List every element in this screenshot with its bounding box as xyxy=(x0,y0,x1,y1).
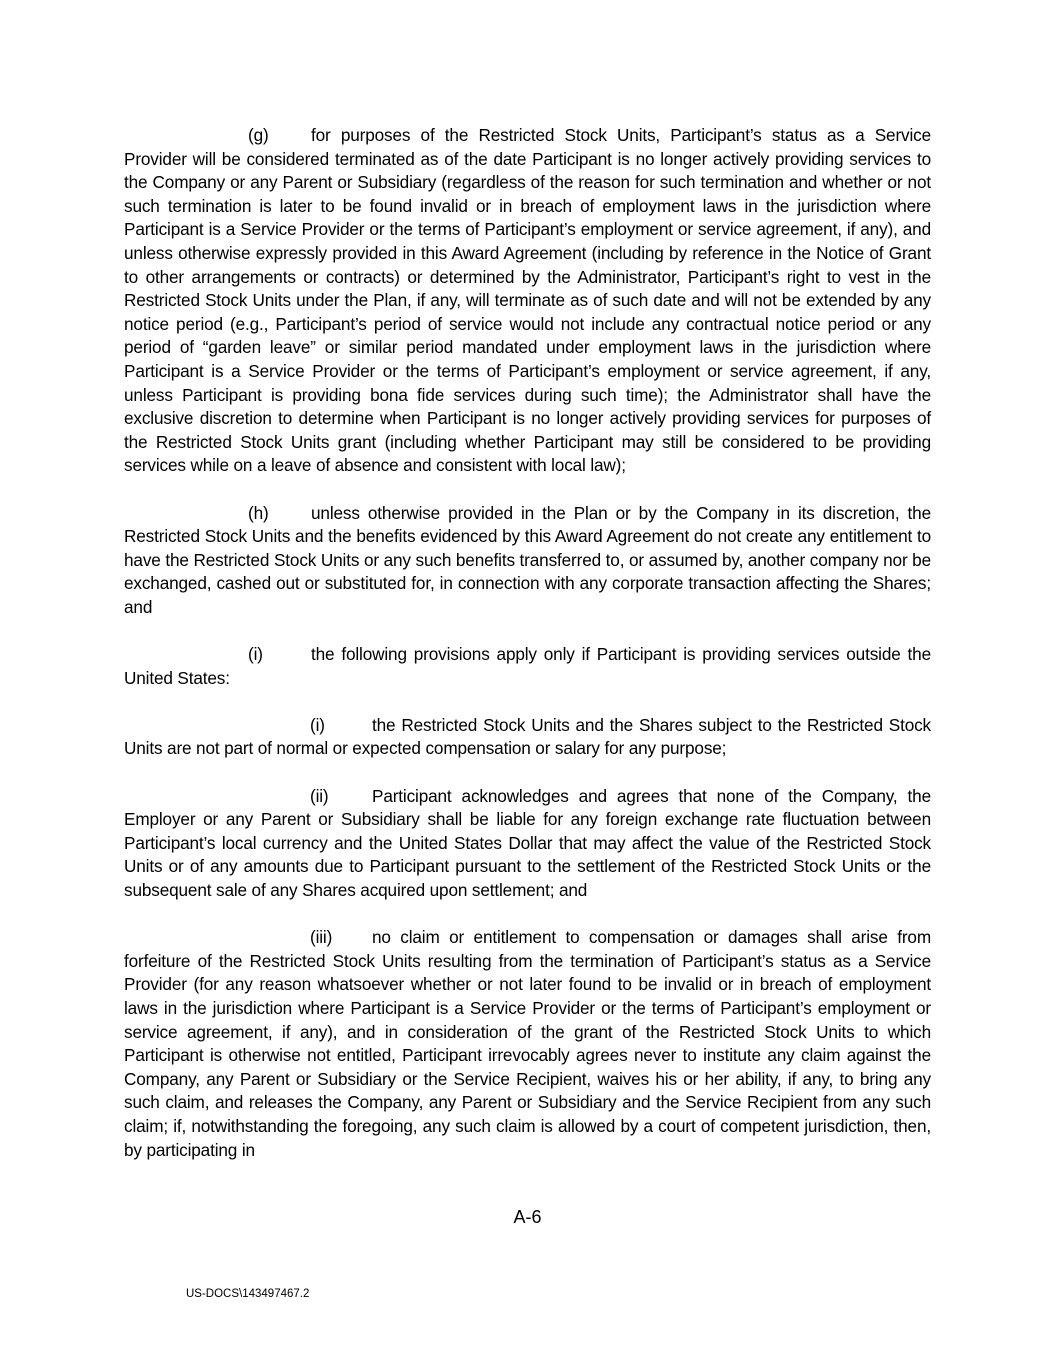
subparagraph-label: (ii) xyxy=(310,785,329,806)
subparagraph-label: (i) xyxy=(310,714,325,735)
subparagraph-label: (iii) xyxy=(310,927,333,948)
paragraph-label: (i) xyxy=(248,644,263,665)
subparagraph-text: no claim or entitlement to compensation or damages shall arise from forfeiture of the Restricted Stock Units resulting from the termination of Participant’s status as a Service Provider (for any reason whatsoever whether or not later found to be invalid or in breach of employment laws in the jurisdiction where Participant is a Service Provider or the terms of Participant’s employment or service agreement, if any), and in consideration of the grant of the Restricted Stock Units to which Participant is otherwise not entitled, Participant irrevocably agrees never to institute any claim against the Company, any Parent or Subsidiary or the Service Recipient, waives his or her ability, if any, to bring any such claim, and releases the Company, any Parent or Subsidiary and the Service Recipient from any such claim; if, notwithstanding the foregoing, any such claim is allowed by a court of competent jurisdiction, then, by participating in xyxy=(124,927,931,1160)
subparagraph-ii xyxy=(124,785,931,903)
subparagraph-text: Participant acknowledges and agrees that none of the Company, the Employer or any Parent or Subsidiary shall be liable for any foreign exchange rate fluctuation between Participant’s local currency and the United States Dollar that may affect the value of the Restricted Stock Units or of any amounts due to Participant pursuant to the settlement of the Restricted Stock Units or the subsequent sale of any Shares acquired upon settlement; and xyxy=(124,785,931,900)
paragraph-g xyxy=(124,124,931,478)
document-id: US-DOCS\143497467.2 xyxy=(186,1288,310,1300)
paragraph-text: the following provisions apply only if Participant is providing services outside the United States: xyxy=(124,644,931,688)
page-number: A-6 xyxy=(513,1207,542,1227)
paragraph-text: for purposes of the Restricted Stock Units, Participant’s status as a Service Provider will be considered terminated as of the date Participant is no longer actively providing services to the Company or any Parent or Subsidiary (regardless of the reason for such termination and whether or not such termination is later to be found invalid or in breach of employment laws in the jurisdiction where Participant is a Service Provider or the terms of Participant’s employment or service agreement, if any), and unless otherwise expressly provided in this Award Agreement (including by reference in the Notice of Grant to other arrangements or contracts) or determined by the Administrator, Participant’s right to vest in the Restricted Stock Units under the Plan, if any, will terminate as of such date and will not be extended by any notice period (e.g., Participant’s period of service would not include any contractual notice period or any period of “garden leave” or similar period mandated under employment laws in the jurisdiction where Participant is a Service Provider or the terms of Participant’s employment or service agreement, if any, unless Participant is providing bona fide services during such time); the Administrator shall have the exclusive discretion to determine when Participant is no longer actively providing services for purposes of the Restricted Stock Units grant (including whether Participant may still be considered to be providing services while on a leave of absence and consistent with local law); xyxy=(124,125,931,476)
subparagraph-iii xyxy=(124,926,931,1162)
paragraph-i xyxy=(124,643,931,690)
paragraph-label: (h) xyxy=(248,502,269,523)
paragraph-h xyxy=(124,502,931,620)
paragraph-text: unless otherwise provided in the Plan or by the Company in its discretion, the Restricted Stock Units and the benefits evidenced by this Award Agreement do not create any entitlement to have the Restricted Stock Units or any such benefits transferred to, or assumed by, another company nor be exchanged, cashed out or substituted for, in connection with any corporate transaction affecting the Shares; and xyxy=(124,502,931,617)
document-body xyxy=(124,124,931,1186)
subparagraph-text: the Restricted Stock Units and the Shares subject to the Restricted Stock Units are not part of normal or expected compensation or salary for any purpose; xyxy=(124,714,931,759)
subparagraph-i xyxy=(124,714,931,761)
paragraph-label: (g) xyxy=(248,125,269,145)
